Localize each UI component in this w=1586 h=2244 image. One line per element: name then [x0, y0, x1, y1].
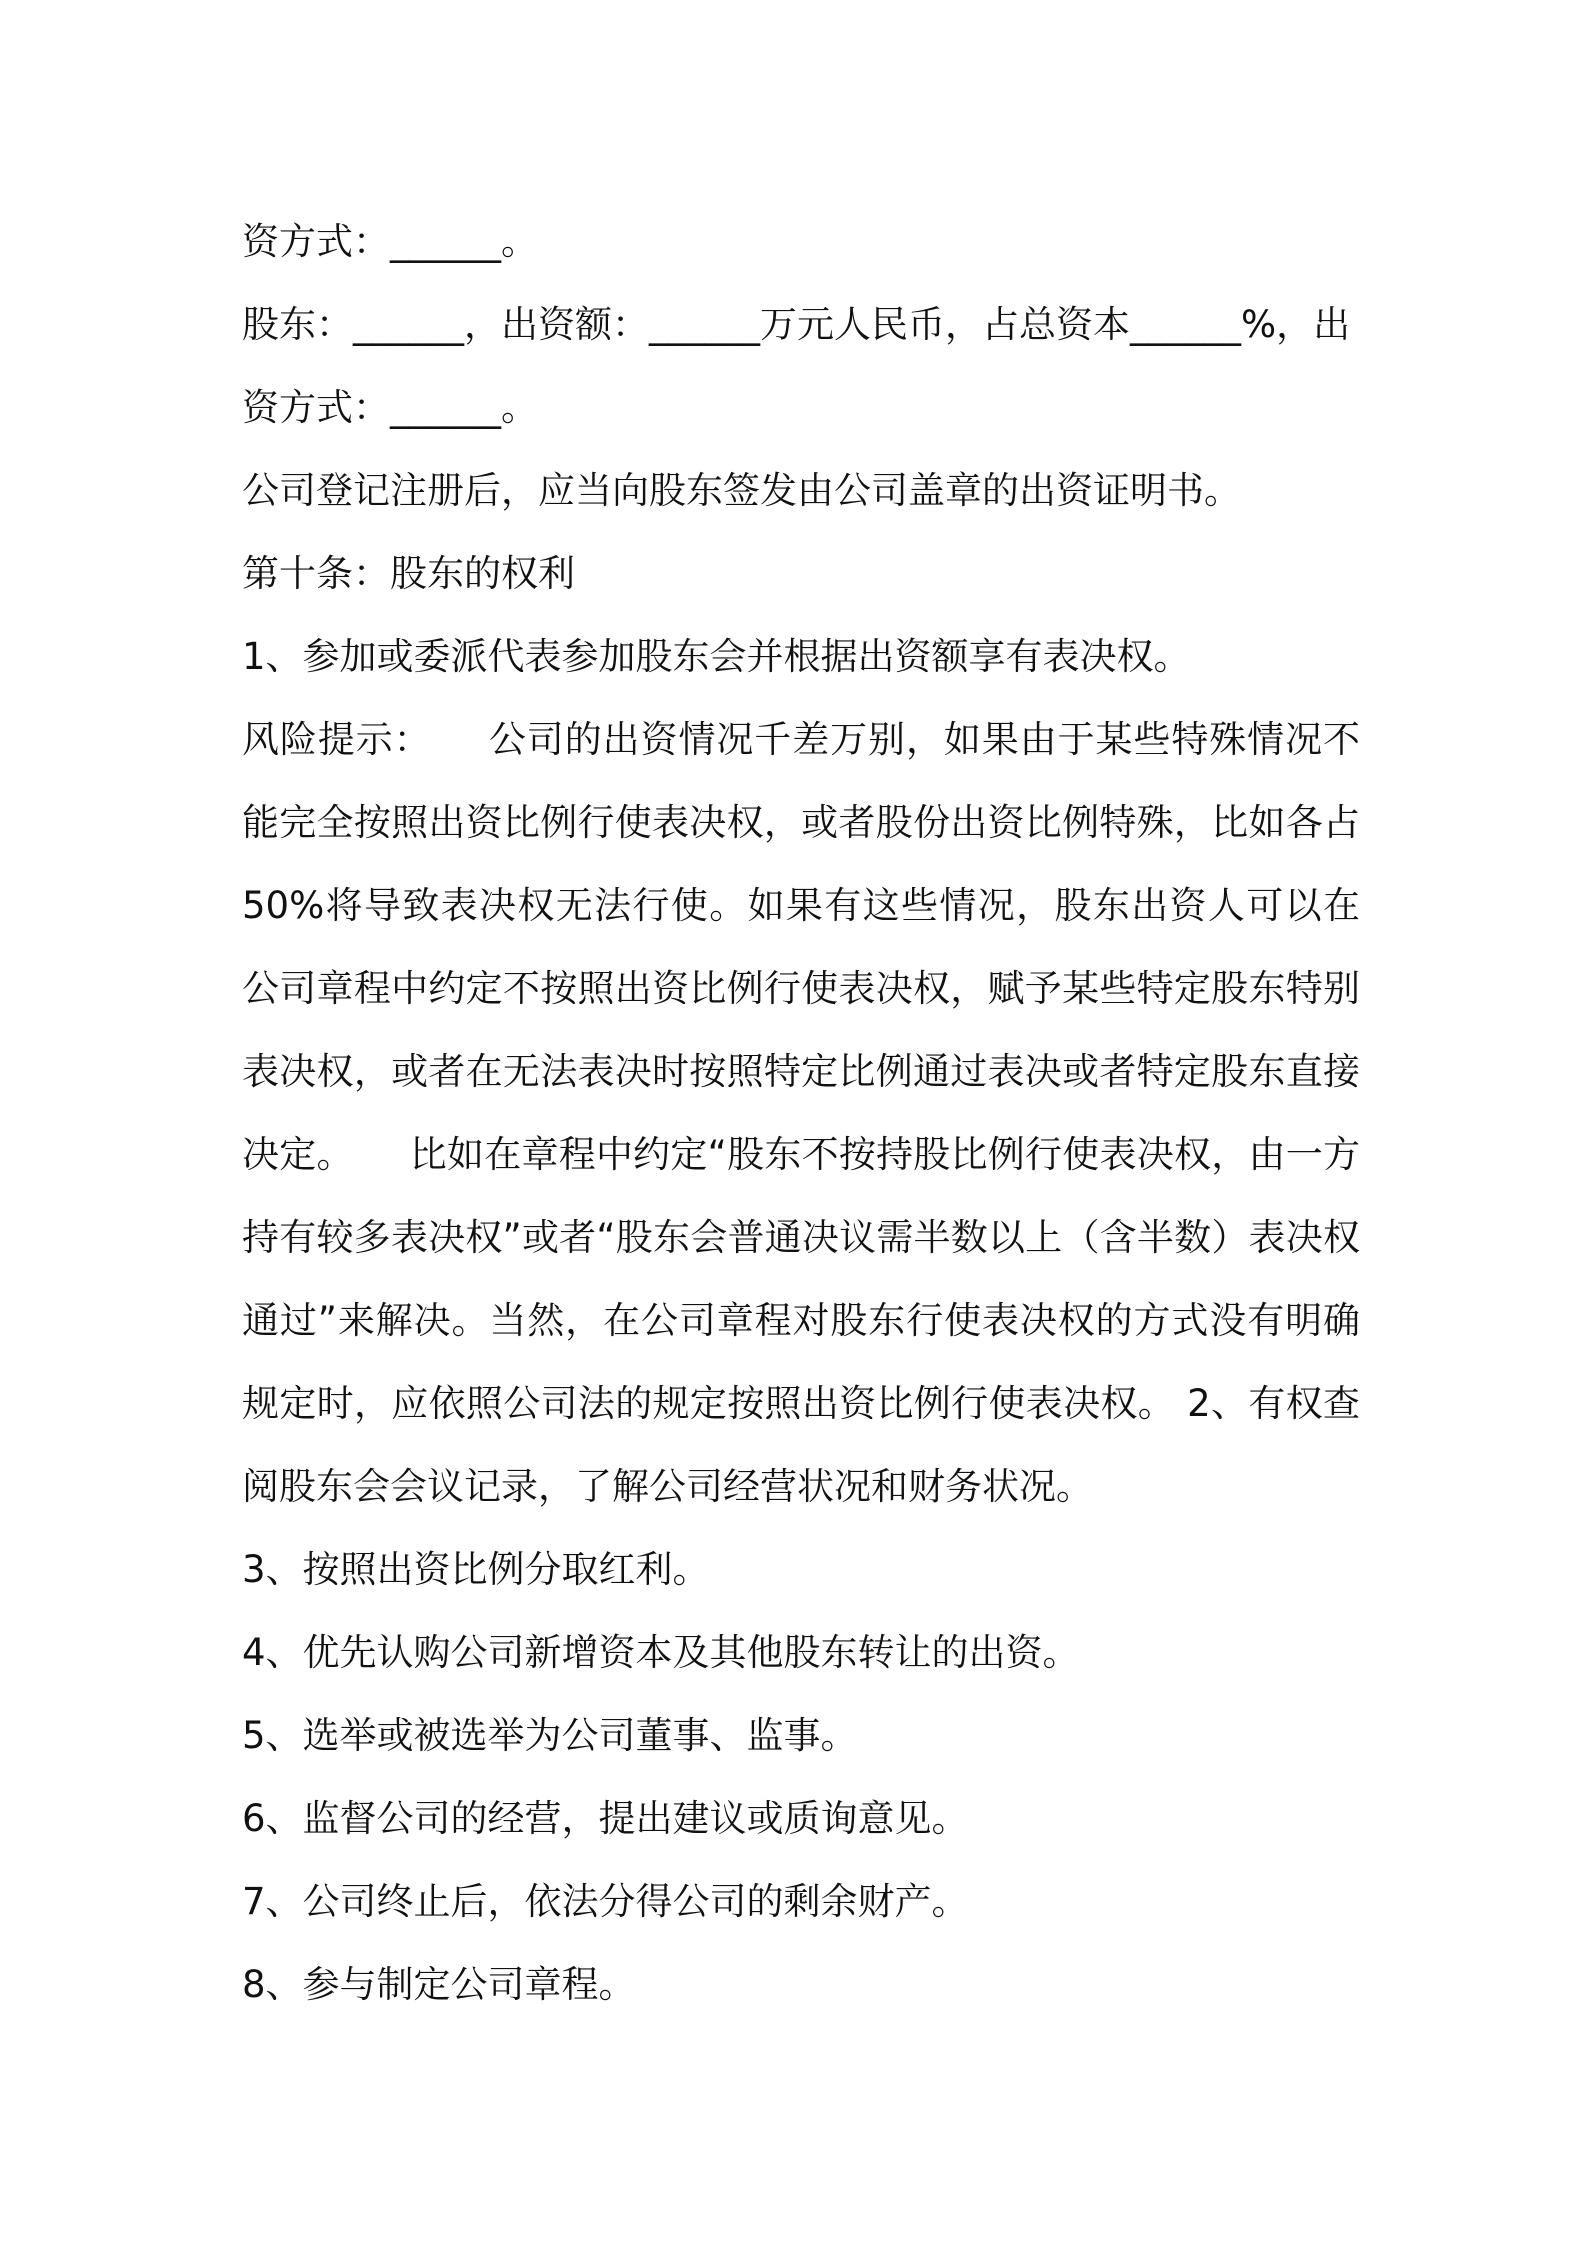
list-item: 8、参与制定公司章程。: [242, 1963, 636, 2006]
list-item: 4、优先认购公司新增资本及其他股东转让的出资。: [242, 1631, 1080, 1674]
section-heading: 第十条：股东的权利: [242, 552, 575, 595]
list-item: 7、公司终止后，依法分得公司的剩余财产。: [242, 1880, 969, 1923]
document-page: [242, 200, 1360, 2026]
list-item: 3、按照出资比例分取红利。: [242, 1548, 710, 1591]
list-item: 5、选举或被选举为公司董事、监事。: [242, 1714, 858, 1757]
text-line: 资方式：______。: [242, 386, 538, 429]
list-item: 6、监督公司的经营，提出建议或质询意见。: [242, 1797, 969, 1840]
text-line: 股东：______，出资额：______万元人民币，占总资本______%，出: [242, 303, 1351, 346]
text-line: 公司登记注册后，应当向股东签发由公司盖章的出资证明书。: [242, 469, 1241, 512]
risk-paragraph: 风险提示： 公司的出资情况千差万别，如果由于某些特殊情况不能完全按照出资比例行使表决权，或者股份出资比例特殊，比如各占50%将导致表决权无法行使。如果有这些情况，股东出资人可以在公司章程中约定不按照出资比例行使表决权，赋予某些特定股东特别表决权，或者在无法表决时按照特定比例通过表决或者特定股东直接决定。 比如在章程中约定“股东不按持股比例行使表决权，由一方持有较多表决权”或者“股东会普通决议需半数以上（含半数）表决权通过”来解决。当然，在公司章程对股东行使表决权的方式没有明确规定时，应依照公司法的规定按照出资比例行使表决权。 2、有权查阅股东会会议记录，了解公司经营状况和财务状况。: [242, 718, 1360, 1508]
list-item: 1、参加或委派代表参加股东会并根据出资额享有表决权。: [242, 635, 1191, 678]
text-line: 资方式：______。: [242, 220, 538, 263]
